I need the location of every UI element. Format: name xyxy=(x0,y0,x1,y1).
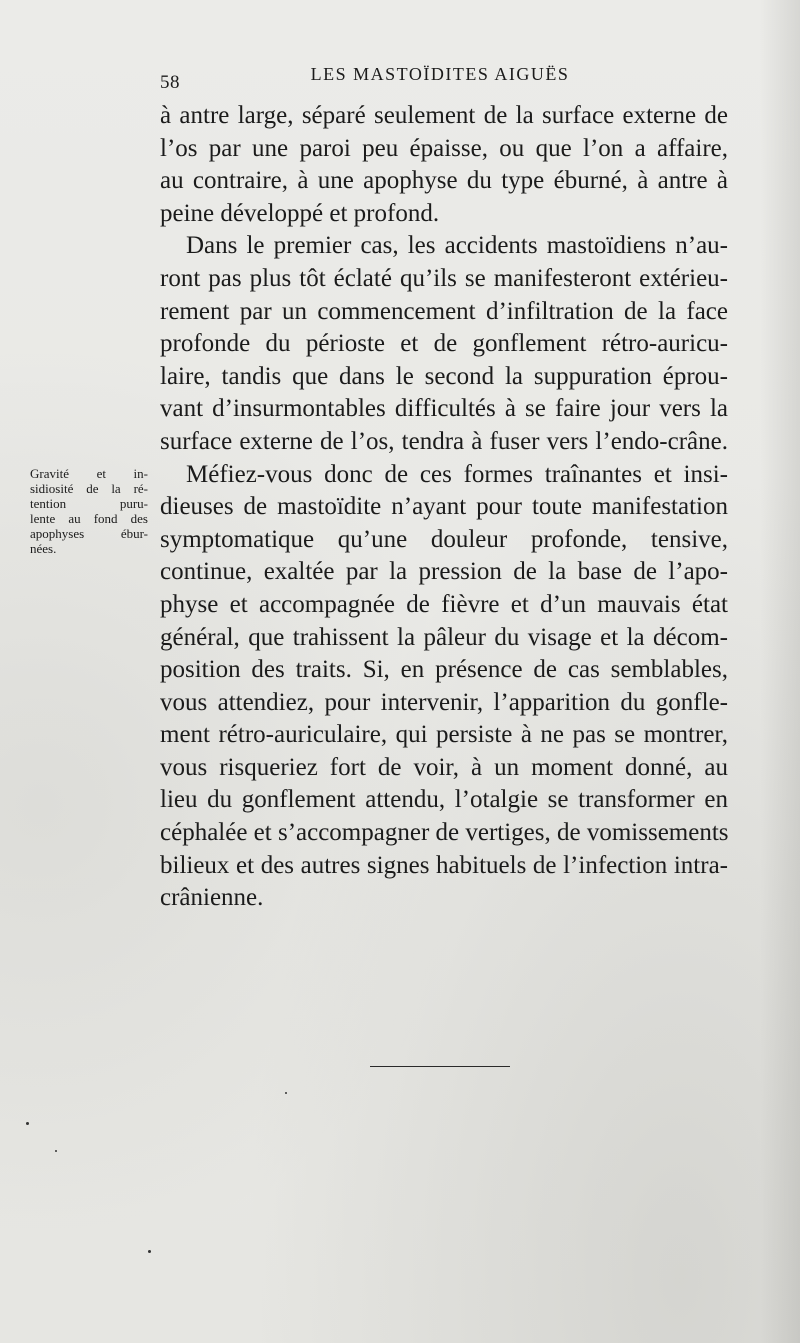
text-line: général, que trahissent la pâleur du visage et la décom- xyxy=(160,623,728,651)
margin-note xyxy=(30,466,148,556)
text-line: lieu du gonflement attendu, l’otalgie se transformer en xyxy=(160,786,728,814)
text-line: rement par un commencement d’infiltration de la face xyxy=(160,297,728,325)
section-rule xyxy=(370,1066,510,1067)
margin-note-line: sidiosité de la ré- xyxy=(30,481,148,496)
text-line: symptomatique qu’une douleur profonde, tensive, xyxy=(160,525,728,553)
page-number: 58 xyxy=(160,72,180,93)
text-line: céphalée et s’accompagner de vertiges, de vomissements xyxy=(160,819,729,847)
text-line: physe et accompagnée de fièvre et d’un mauvais état xyxy=(160,590,728,618)
margin-note-line: nées. xyxy=(30,541,57,556)
text-line: ront pas plus tôt éclaté qu’ils se manifesteront extérieu- xyxy=(160,264,728,292)
text-line: surface externe de l’os, tendra à fuser vers l’endo-crâne. xyxy=(160,427,728,455)
text-line: vous risqueriez fort de voir, à un moment donné, au xyxy=(160,753,728,781)
text-line: continue, exaltée par la pression de la base de l’apo- xyxy=(160,558,728,586)
text-line: vant d’insurmontables difficultés à se faire jour vers la xyxy=(160,395,728,423)
text-line: profonde du périoste et de gonflement rétro-auricu- xyxy=(160,330,728,358)
body-text xyxy=(160,100,728,915)
text-line: laire, tandis que dans le second la suppuration éprou- xyxy=(160,362,728,390)
text-line: au contraire, à une apophyse du type éburné, à antre à xyxy=(160,167,728,195)
text-line: à antre large, séparé seulement de la surface externe de xyxy=(160,102,728,129)
margin-note-line: Gravité et in- xyxy=(30,466,148,481)
ink-speck xyxy=(148,1250,151,1253)
text-line: Méfiez-vous donc de ces formes traînantes et insi- xyxy=(186,460,728,488)
margin-note-line: tention puru- xyxy=(30,496,148,511)
margin-note-line: apophyses ébur- xyxy=(30,526,148,541)
page-edge-shadow xyxy=(760,0,800,1343)
ink-speck xyxy=(285,1092,287,1094)
text-line: vous attendiez, pour intervenir, l’apparition du gonfle- xyxy=(160,688,728,716)
text-line: position des traits. Si, en présence de cas semblables, xyxy=(160,656,728,684)
text-line: ment rétro-auriculaire, qui persiste à ne pas se montrer, xyxy=(160,721,728,749)
text-line: bilieux et des autres signes habituels de l’infection intra- xyxy=(160,851,728,879)
ink-speck xyxy=(55,1150,57,1152)
text-line: peine développé et profond. xyxy=(160,199,440,227)
text-line: crânienne. xyxy=(160,884,264,912)
running-title: LES MASTOÏDITES AIGUËS xyxy=(310,64,570,84)
ink-speck xyxy=(26,1122,29,1125)
text-line: Dans le premier cas, les accidents mastoïdiens n’au- xyxy=(186,232,728,260)
text-line: dieuses de mastoïdite n’ayant pour toute manifestation xyxy=(160,493,728,521)
margin-note-line: lente au fond des xyxy=(30,511,148,526)
text-line: l’os par une paroi peu épaisse, ou que l’on a affaire, xyxy=(160,134,728,162)
